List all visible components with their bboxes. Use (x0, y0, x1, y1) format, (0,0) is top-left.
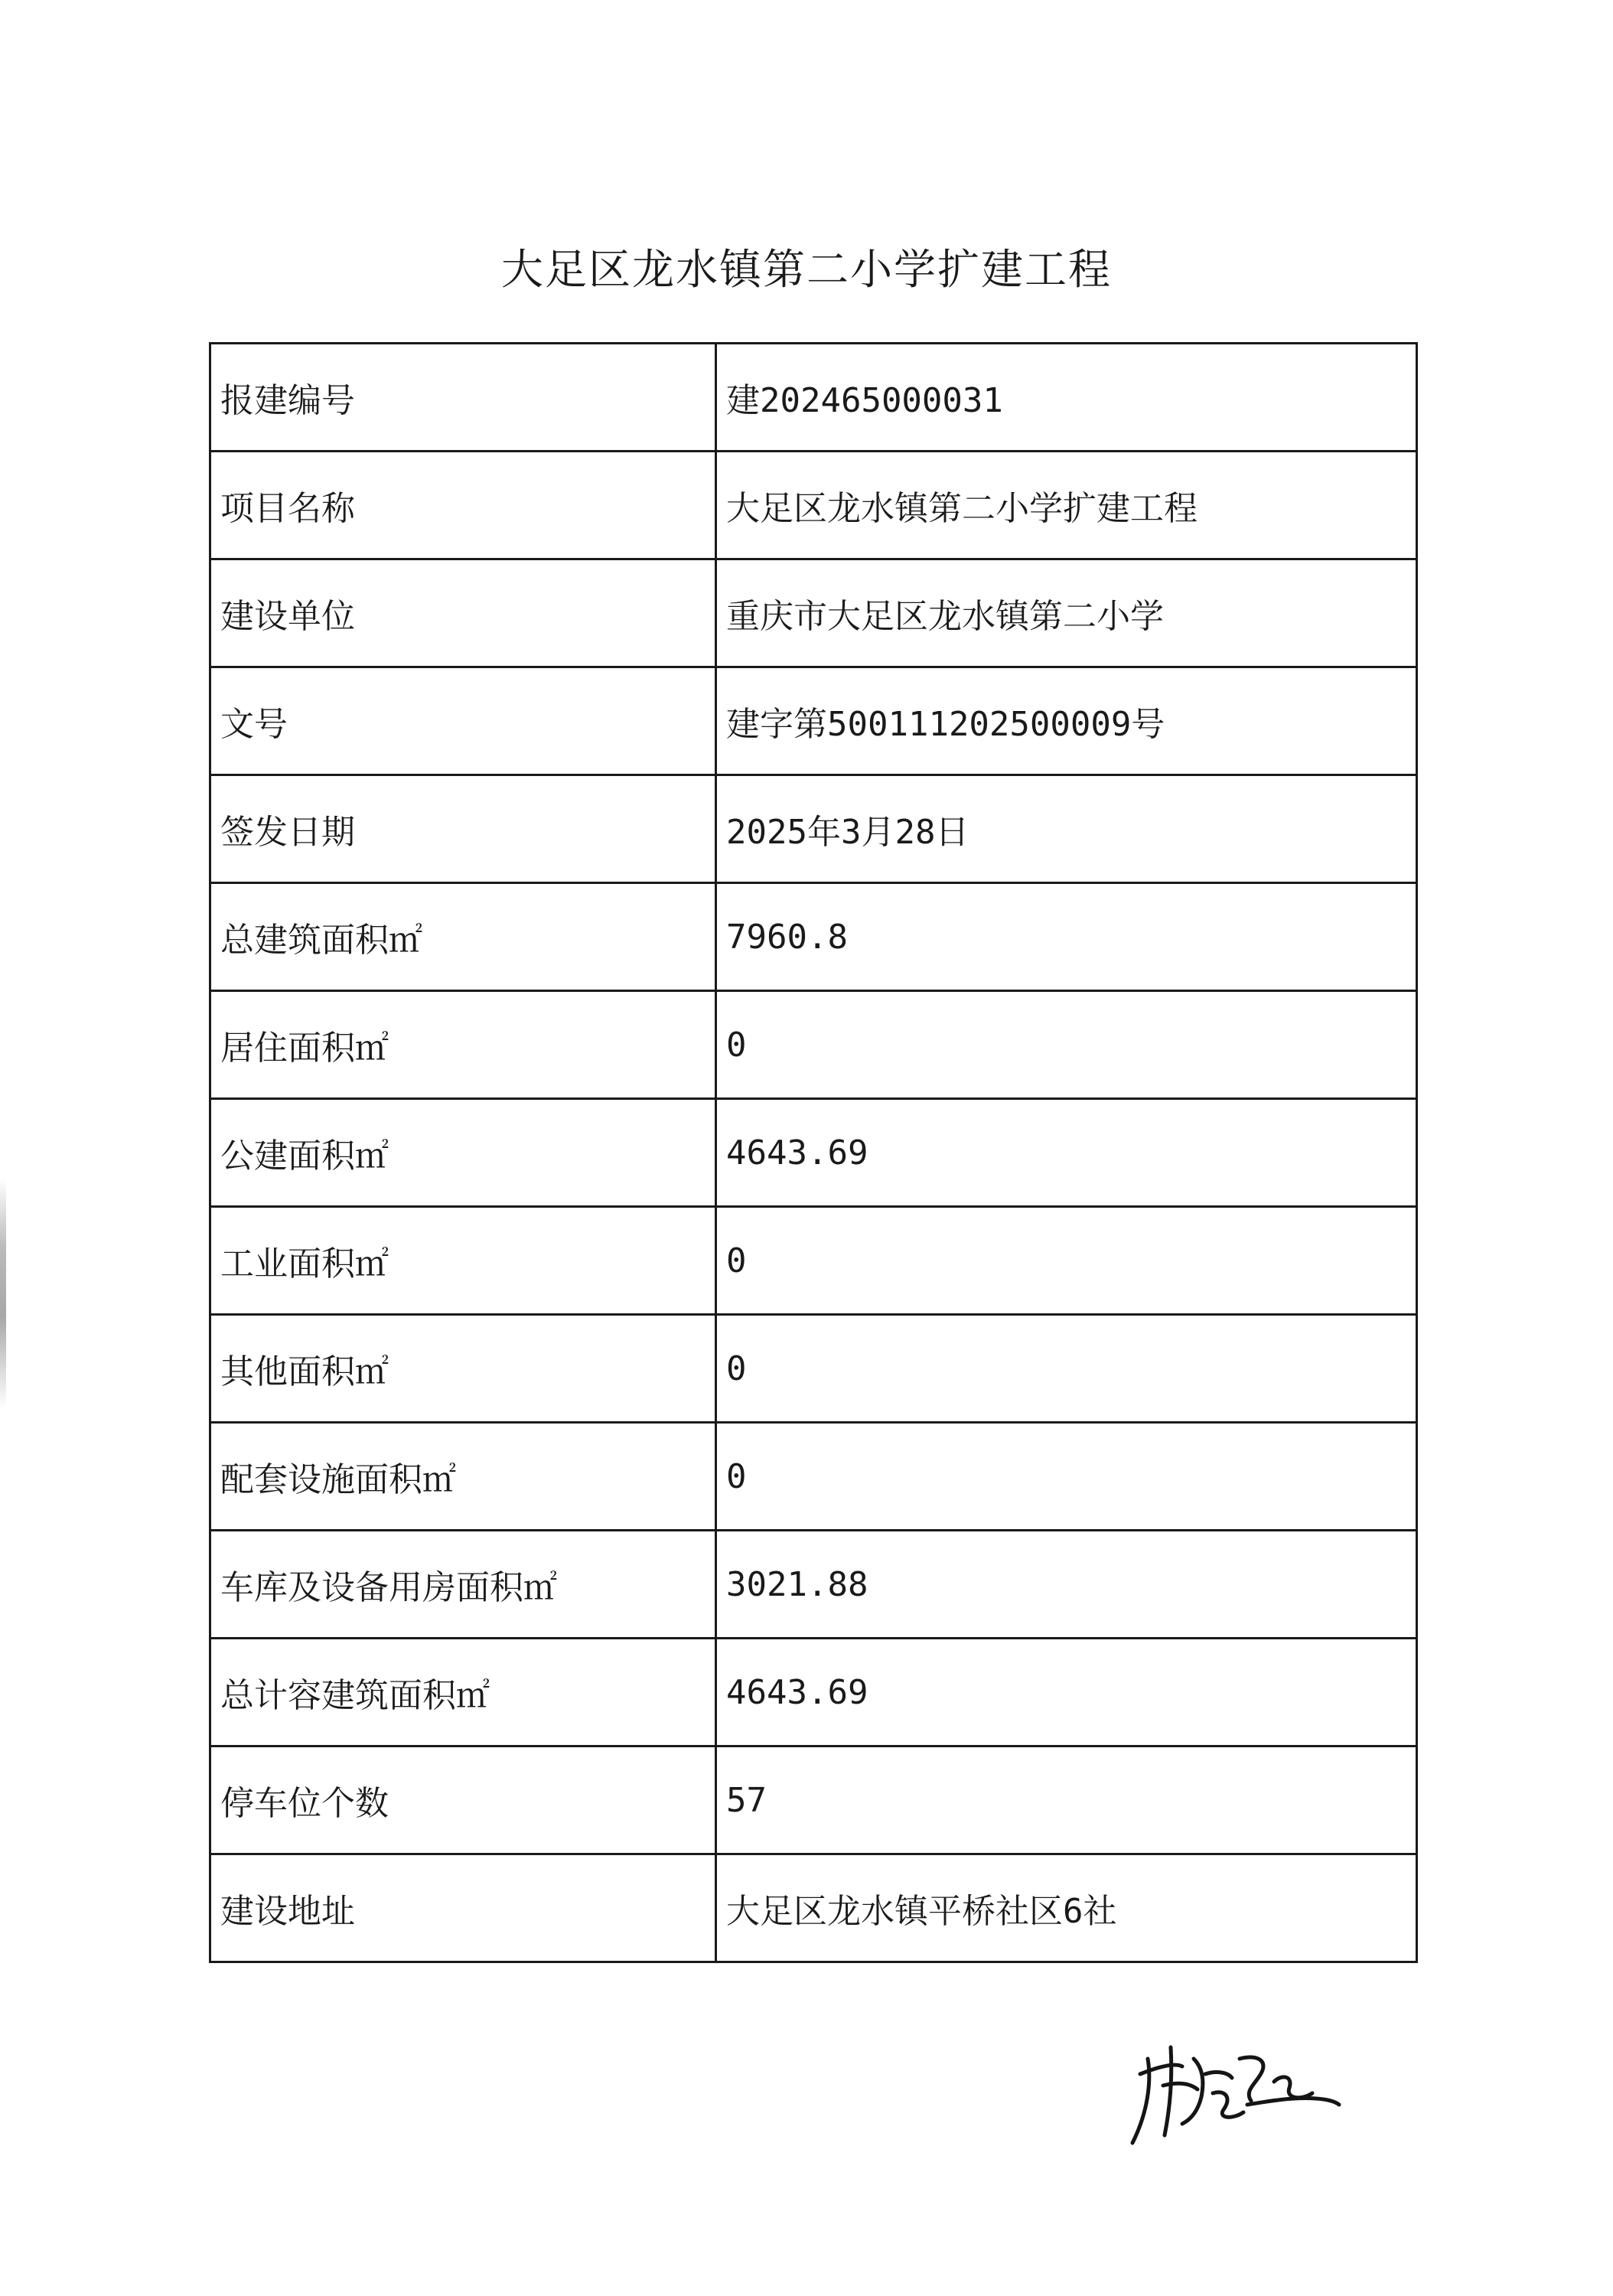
row-label: 工业面积㎡ (210, 1207, 716, 1315)
row-value: 4643.69 (716, 1639, 1417, 1746)
project-info-table (209, 342, 1418, 1963)
row-value: 7960.8 (716, 883, 1417, 991)
row-label: 配套设施面积㎡ (210, 1423, 716, 1531)
row-label: 项目名称 (210, 452, 716, 559)
row-value: 4643.69 (716, 1099, 1417, 1207)
row-label: 公建面积㎡ (210, 1099, 716, 1207)
row-value: 建202465000031 (716, 344, 1417, 452)
row-label: 建设单位 (210, 559, 716, 667)
row-value: 57 (716, 1746, 1417, 1854)
table-row (210, 1207, 1417, 1315)
table-row (210, 1099, 1417, 1207)
row-label: 其他面积㎡ (210, 1315, 716, 1423)
table-row (210, 1854, 1417, 1962)
table-row (210, 559, 1417, 667)
row-label: 停车位个数 (210, 1746, 716, 1854)
row-value: 0 (716, 1315, 1417, 1423)
row-label: 建设地址 (210, 1854, 716, 1962)
row-label: 总计容建筑面积㎡ (210, 1639, 716, 1746)
row-value: 0 (716, 1423, 1417, 1531)
table-row (210, 883, 1417, 991)
table-row (210, 1315, 1417, 1423)
row-value: 大足区龙水镇第二小学扩建工程 (716, 452, 1417, 559)
scan-edge-shadow (0, 1179, 6, 1408)
table-row (210, 1531, 1417, 1639)
handwritten-signature (1117, 2028, 1347, 2158)
row-label: 报建编号 (210, 344, 716, 452)
document-title: 大足区龙水镇第二小学扩建工程 (500, 245, 1112, 294)
row-label: 文号 (210, 667, 716, 775)
table-row (210, 667, 1417, 775)
row-value: 0 (716, 991, 1417, 1099)
table-row (210, 344, 1417, 452)
row-label: 签发日期 (210, 775, 716, 883)
table-row (210, 452, 1417, 559)
table-row (210, 1423, 1417, 1531)
row-value: 2025年3月28日 (716, 775, 1417, 883)
row-value: 大足区龙水镇平桥社区6社 (716, 1854, 1417, 1962)
row-label: 车库及设备用房面积㎡ (210, 1531, 716, 1639)
row-value: 建字第500111202500009号 (716, 667, 1417, 775)
table-row (210, 1746, 1417, 1854)
table-row (210, 775, 1417, 883)
row-label: 居住面积㎡ (210, 991, 716, 1099)
row-value: 3021.88 (716, 1531, 1417, 1639)
table-row (210, 1639, 1417, 1746)
row-value: 0 (716, 1207, 1417, 1315)
row-value: 重庆市大足区龙水镇第二小学 (716, 559, 1417, 667)
table-row (210, 991, 1417, 1099)
row-label: 总建筑面积㎡ (210, 883, 716, 991)
